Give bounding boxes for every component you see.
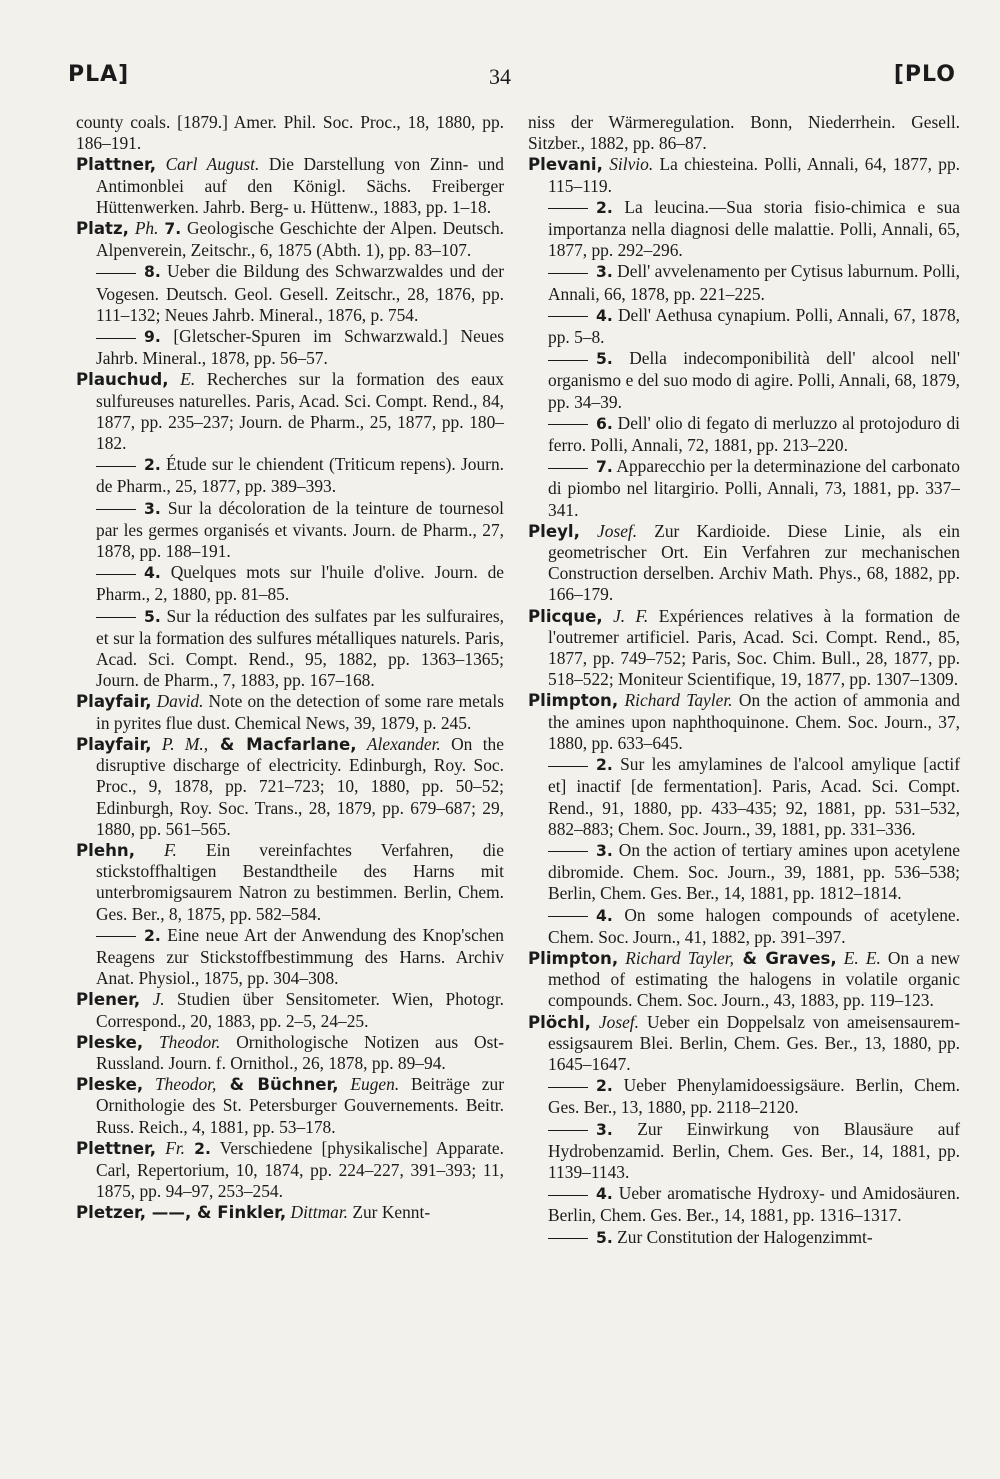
author-surname: Pleske, xyxy=(76,1032,144,1052)
sub-entry xyxy=(76,326,504,369)
sub-entry xyxy=(76,925,504,990)
entry-text: Expériences relatives à la formation de l'outremer artificiel. Paris, Acad. Sci. Compt. Rend., 85, 1877, pp. 749–752; Paris, Soc. Chim. Bull., 28, 1877, pp. 518–522; Moniteur Scientifique, 19, 1877, pp. 1307–1309. xyxy=(548,605,960,690)
entry-number: 3. xyxy=(596,841,613,860)
entry-text: On the action of tertiary amines upon acetylene dibromide. Chem. Soc. Journ., 39, 1881, pp. 536–538; Berlin, Chem. Ges. Ber., 14, 1881, pp. 1812–1814. xyxy=(548,839,960,904)
entry-number: 3. xyxy=(596,1120,613,1139)
ditto-dash xyxy=(548,273,588,274)
bibliography-entry xyxy=(528,1012,960,1076)
ditto-dash xyxy=(96,574,136,575)
author-given-name: Richard Tayler. xyxy=(624,690,733,711)
author-surname: Playfair, xyxy=(76,734,152,754)
entry-text: La chiesteina. Polli, Annali, 64, 1877, pp. 115–119. xyxy=(548,154,960,196)
entry-text: On the action of ammonia and the amines upon naphthoquinone. Chem. Soc. Journ., 37, 1880, pp. 633–645. xyxy=(548,690,960,753)
ditto-dash xyxy=(548,316,588,317)
ditto-dash xyxy=(548,1195,588,1196)
author-surname: Plöchl, xyxy=(528,1012,591,1032)
sub-entry xyxy=(528,840,960,905)
entry-text: Zur Kardioide. Diese Linie, als ein geometrischer Ort. Ein Verfahren zur mechanischen Construction derselben. Archiv Math. Phys., 68, 1882, pp. 166–179. xyxy=(548,520,960,605)
bibliography-entry xyxy=(76,1202,504,1223)
author-surname: Plauchud, xyxy=(76,370,169,390)
entry-number: 2. xyxy=(194,1139,211,1158)
entry-text: Zur Einwirkung von Blausäure auf Hydrobenzamid. Berlin, Chem. Ges. Ber., 14, 1881, pp. 1139–1143. xyxy=(548,1118,960,1182)
entry-text: La leucina.—Sua storia fisio-chimica e sua importanza nella diagnosi delle malattie. Polli, Annali, 65, 1877, pp. 292–296. xyxy=(548,196,960,261)
coauthor-surname: & Macfarlane, xyxy=(208,734,357,754)
author-given-name: P. M., xyxy=(161,733,209,754)
author-given-name: Josef. xyxy=(597,520,638,541)
entry-text: Eine neue Art der Anwendung des Knop'schen Reagens zur Stickstoffbestimmung des Harns. Archiv Anat. Physiol., 1875, pp. 304–308. xyxy=(96,924,504,989)
ditto-dash xyxy=(96,338,136,339)
author-given-name: E. xyxy=(180,369,196,390)
entry-number: 3. xyxy=(596,263,613,282)
entry-number: 9. xyxy=(144,328,161,347)
author-given-name: David. xyxy=(156,691,204,712)
author-surname: Plicque, xyxy=(528,606,603,626)
bibliography-entry xyxy=(76,989,504,1031)
author-surname: Pleyl, xyxy=(528,521,580,541)
author-given-name: Josef. xyxy=(598,1011,639,1032)
ditto-dash xyxy=(96,466,136,467)
entry-text: On some halogen compounds of acetylene. Chem. Soc. Journ., 41, 1882, pp. 391–397. xyxy=(548,904,960,947)
ditto-dash xyxy=(96,273,136,274)
bibliography-entry xyxy=(76,734,504,840)
author-surname: Pleske, xyxy=(76,1075,144,1095)
left-column xyxy=(76,112,504,1224)
entry-text: Beiträge zur Ornithologie des St. Petersburger Gouvernements. Beitr. Russ. Reich., 4, 1881, pp. 53–178. xyxy=(96,1074,504,1137)
entry-number: 2. xyxy=(144,456,161,475)
entry-text: Ueber die Bildung des Schwarzwaldes und der Vogesen. Deutsch. Geol. Gesell. Zeitschr., 28, 1876, pp. 111–132; Neues Jahrb. Mineral., 1876, p. 754. xyxy=(96,261,504,325)
author-surname: Plener, xyxy=(76,990,141,1010)
entry-number: 5. xyxy=(144,607,161,626)
sub-entry xyxy=(76,606,504,692)
author-given-name: Ph. xyxy=(134,218,159,239)
author-surname: Playfair, xyxy=(76,692,152,712)
author-given-name: Fr. xyxy=(165,1137,186,1158)
sub-entry xyxy=(76,562,504,605)
entry-text: Note on the detection of some rare metals in pyrites flue dust. Chemical News, 39, 1879, p. 245. xyxy=(96,691,504,733)
entry-text: Ueber ein Doppelsalz von ameisensaurem-essigsaurem Blei. Berlin, Chem. Ges. Ber., 13, 1880, pp. 1645–1647. xyxy=(548,1011,960,1074)
entry-number: 2. xyxy=(596,756,613,775)
header-left-guide: PLA] xyxy=(68,62,130,87)
ditto-dash xyxy=(548,360,588,361)
entry-text: niss der Wärmeregulation. Bonn, Niederrhein. Gesell. Sitzber., 1882, pp. 86–87. xyxy=(528,112,960,154)
sub-entry xyxy=(528,905,960,948)
entry-text: Dell' Aethusa cynapium. Polli, Annali, 67, 1878, pp. 5–8. xyxy=(548,304,960,348)
bibliography-entry xyxy=(76,691,504,733)
author-given-name: F. xyxy=(164,839,177,860)
entry-number: 7. xyxy=(596,458,613,477)
entry-text: Ueber Phenylamidoessigsäure. Berlin, Chem. Ges. Ber., 13, 1880, pp. 2118–2120. xyxy=(548,1075,960,1118)
bibliography-entry xyxy=(528,154,960,196)
entry-number: 4. xyxy=(596,906,613,925)
entry-text: Ueber aromatische Hydroxy- und Amidosäuren. Berlin, Chem. Ges. Ber., 14, 1881, pp. 1316–1317. xyxy=(548,1183,960,1226)
ditto-dash xyxy=(548,1238,588,1239)
entry-text: Recherches sur la formation des eaux sulfureuses naturelles. Paris, Acad. Sci. Compt. Rend., 84, 1877, pp. 235–237; Journ. de Pharm., 25, 1877, pp. 180–182. xyxy=(96,369,504,454)
author-surname: Plevani, xyxy=(528,155,603,175)
bibliography-entry xyxy=(76,1138,504,1203)
entry-text: Quelques mots sur l'huile d'olive. Journ. de Pharm., 2, 1880, pp. 81–85. xyxy=(96,562,504,605)
author-surname: Plettner, xyxy=(76,1138,157,1158)
entry-number: 5. xyxy=(596,1228,613,1247)
sub-entry xyxy=(76,261,504,326)
sub-entry xyxy=(76,498,504,563)
entry-text: Apparecchio per la determinazione del carbonato di piombo nel litargirio. Polli, Annali, 73, 1881, pp. 337–341. xyxy=(548,456,960,520)
sub-entry xyxy=(528,456,960,521)
author-given-name: Theodor. xyxy=(159,1031,221,1052)
author-given-name: J. F. xyxy=(613,605,649,626)
coauthor-given-name: Alexander. xyxy=(366,733,441,754)
ditto-dash xyxy=(96,617,136,618)
author-given-name: Theodor, xyxy=(154,1074,217,1095)
entry-text: Sur la décoloration de la teinture de tournesol par les germes organisés et vivants. Journ. de Pharm., 27, 1878, pp. 188–191. xyxy=(96,497,504,562)
entry-number: 4. xyxy=(596,306,613,325)
entry-continuation xyxy=(76,112,504,154)
entry-text: On the disruptive discharge of electricity. Edinburgh, Roy. Soc. Proc., 9, 1878, pp. 721–723; 10, 1880, pp. 50–52; Edinburgh, Roy. Soc. Trans., 28, 1879, pp. 679–687; 29, 1880, pp. 561–565. xyxy=(96,733,504,839)
sub-entry xyxy=(528,261,960,304)
entry-number: 7. xyxy=(164,220,182,239)
sub-entry xyxy=(528,1075,960,1118)
ditto-dash xyxy=(96,509,136,510)
header-right-guide: [PLO xyxy=(893,62,956,87)
bibliography-entry xyxy=(528,948,960,1012)
coauthor-surname: ——, & Finkler, xyxy=(146,1203,287,1223)
entry-number: 5. xyxy=(596,350,613,369)
entry-text: Zur Kennt- xyxy=(348,1202,431,1223)
sub-entry xyxy=(528,305,960,348)
entry-number: 6. xyxy=(596,414,613,433)
bibliography-entry xyxy=(76,1074,504,1138)
sub-entry xyxy=(528,1227,960,1249)
author-given-name: Silvio. xyxy=(609,154,654,175)
author-given-name: Carl August. xyxy=(165,154,260,175)
entry-text: Ein vereinfachtes Verfahren, die stickstoffhaltigen Bestandtheile des Harns mit unterbromigsaurem Natron zu bestimmen. Berlin, Chem. Ges. Ber., 8, 1875, pp. 582–584. xyxy=(96,839,504,924)
entry-text: Dell' olio di fegato di merluzzo al protojoduro di ferro. Polli, Annali, 72, 1881, pp. 213–220. xyxy=(548,412,960,456)
sub-entry xyxy=(528,1119,960,1184)
entry-number: 4. xyxy=(596,1185,613,1204)
author-surname: Pletzer, xyxy=(76,1203,146,1223)
ditto-dash xyxy=(96,936,136,937)
entry-number: 3. xyxy=(144,499,161,518)
entry-text: Étude sur le chiendent (Triticum repens). Journ. de Pharm., 25, 1877, pp. 389–393. xyxy=(96,454,504,497)
entry-text: On a new method of estimating the halogens in volatile organic compounds. Chem. Soc. Journ., 43, 1883, pp. 119–123. xyxy=(548,947,960,1011)
bibliography-entry xyxy=(76,369,504,454)
right-column xyxy=(528,112,960,1249)
ditto-dash xyxy=(548,916,588,917)
bibliography-entry xyxy=(76,1032,504,1074)
sub-entry xyxy=(528,754,960,840)
entry-text: Die Darstellung von Zinn- und Antimonblei auf den Königl. Sächs. Freiberger Hüttenwerken. Jahrb. Berg- u. Hüttenw., 1883, pp. 1–18. xyxy=(96,154,504,217)
bibliography-entry xyxy=(528,521,960,606)
sub-entry xyxy=(76,454,504,497)
coauthor-surname: & Graves, xyxy=(733,948,837,968)
entry-text: county coals. [1879.] Amer. Phil. Soc. Proc., 18, 1880, pp. 186–191. xyxy=(76,112,504,154)
author-surname: Plehn, xyxy=(76,840,136,860)
ditto-dash xyxy=(548,851,588,852)
entry-text: Ornithologische Notizen aus Ost-Russland. Journ. f. Ornithol., 26, 1878, pp. 89–94. xyxy=(96,1031,504,1073)
ditto-dash xyxy=(548,468,588,469)
ditto-dash xyxy=(548,424,588,425)
author-surname: Plattner, xyxy=(76,155,157,175)
sub-entry xyxy=(528,413,960,456)
author-surname: Plimpton, xyxy=(528,691,619,711)
coauthor-given-name: E. E. xyxy=(843,947,881,968)
entry-number: 2. xyxy=(144,926,161,945)
author-given-name: J. xyxy=(152,989,165,1010)
entry-text: Della indecomponibilità dell' alcool nell' organismo e del suo modo di agire. Polli, Annali, 68, 1879, pp. 34–39. xyxy=(548,348,960,412)
entry-text: Dell' avvelenamento per Cytisus laburnum. Polli, Annali, 66, 1878, pp. 221–225. xyxy=(548,261,960,304)
entry-text: Zur Constitution der Halogenzimmt- xyxy=(612,1226,873,1247)
author-surname: Platz, xyxy=(76,219,129,239)
bibliography-entry xyxy=(528,690,960,754)
bibliography-entry xyxy=(76,840,504,925)
ditto-dash xyxy=(548,766,588,767)
entry-number: 2. xyxy=(596,198,613,217)
sub-entry xyxy=(528,348,960,413)
coauthor-surname: & Büchner, xyxy=(216,1075,339,1095)
entry-number: 4. xyxy=(144,564,161,583)
entry-text: Sur les amylamines de l'alcool amylique [actif et] inactif [de fermentation]. Paris, Acad. Sci. Compt. Rend., 91, 1880, pp. 433–435; 92, 1881, pp. 531–532, 882–883; Chem. Soc. Journ., 39, 1881, pp. 331–336. xyxy=(548,754,960,839)
author-surname: Plimpton, xyxy=(528,948,619,968)
ditto-dash xyxy=(548,1130,588,1131)
author-given-name: Richard Tayler, xyxy=(625,947,734,968)
entry-number: 2. xyxy=(596,1077,613,1096)
page-number: 34 xyxy=(489,64,511,89)
sub-entry xyxy=(528,1183,960,1226)
coauthor-given-name: Eugen. xyxy=(350,1074,400,1095)
coauthor-given-name: Dittmar. xyxy=(290,1202,349,1223)
ditto-dash xyxy=(548,208,588,209)
entry-text: Sur la réduction des sulfates par les sulfuraires, et sur la formation des sulfures métalliques naturels. Paris, Acad. Sci. Compt. Rend., 95, 1882, pp. 1363–1365; Journ. de Pharm., 7, 1883, pp. 167–168. xyxy=(96,605,504,691)
bibliography-entry xyxy=(528,606,960,691)
bibliography-entry xyxy=(76,218,504,261)
entry-text: Studien über Sensitometer. Wien, Photogr. Correspond., 20, 1883, pp. 2–5, 24–25. xyxy=(96,989,504,1031)
entry-text: Geologische Geschichte der Alpen. Deutsch. Alpenverein, Zeitschr., 6, 1875 (Abth. 1), pp. 83–107. xyxy=(96,218,504,261)
sub-entry xyxy=(528,197,960,262)
entry-text: Verschiedene [physikalische] Apparate. Carl, Repertorium, 10, 1874, pp. 224–227, 391–393; 11, 1875, pp. 94–97, 253–254. xyxy=(96,1137,504,1202)
ditto-dash xyxy=(548,1087,588,1088)
entry-continuation xyxy=(528,112,960,154)
entry-number: 8. xyxy=(144,263,161,282)
bibliography-entry xyxy=(76,154,504,218)
entry-text: [Gletscher-Spuren im Schwarzwald.] Neues Jahrb. Mineral., 1878, pp. 56–57. xyxy=(96,326,504,369)
